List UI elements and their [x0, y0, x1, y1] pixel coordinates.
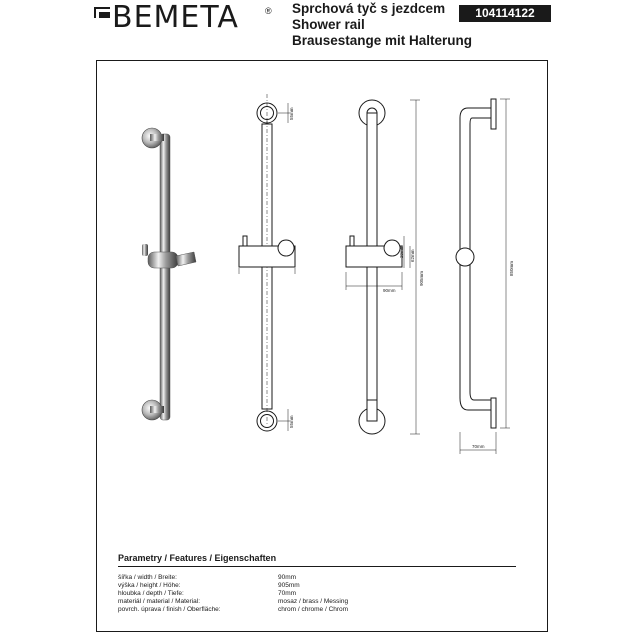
dim-label-90: 90mm — [383, 288, 396, 293]
param-value-finish: chrom / chrome / Chrom — [278, 606, 349, 613]
param-value-depth: 70mm — [278, 590, 297, 597]
param-label-finish: povrch. úprava / finish / Oberfläche: — [118, 606, 221, 613]
dim-label-55-top: 55mm — [289, 107, 294, 120]
param-label-material: materiál / material / Material: — [118, 598, 200, 605]
dim-label-70: 70mm — [472, 444, 485, 449]
product-photo — [142, 128, 196, 420]
param-value-width: 90mm — [278, 574, 297, 581]
param-value-material: mosaz / brass / Messing — [278, 598, 349, 605]
front-view-plain — [346, 100, 420, 434]
title-czech: Sprchová tyč s jezdcem — [292, 1, 446, 16]
dim-label-850: 850mm — [509, 260, 514, 276]
dim-label-905: 905mm — [419, 270, 424, 286]
product-code-badge: 104114122 — [459, 5, 551, 22]
parameters-divider — [118, 566, 516, 567]
parameters-heading: Parametry / Features / Eigenschaften — [118, 553, 277, 563]
param-value-height: 905mm — [278, 582, 300, 589]
brand-name: BEMETA — [112, 0, 239, 35]
dim-label-55-bottom: 55mm — [289, 415, 294, 428]
param-label-height: výška / height / Höhe: — [118, 582, 181, 589]
title-german: Brausestange mit Halterung — [292, 33, 473, 48]
param-label-depth: hloubka / depth / Tiefe: — [118, 590, 184, 597]
front-view-dimensioned — [239, 94, 295, 431]
title-english: Shower rail — [292, 17, 365, 32]
dim-label-29: 29mm — [399, 245, 404, 258]
dim-label-62: 62mm — [410, 249, 415, 262]
param-label-width: šířka / width / Breite: — [118, 574, 177, 581]
side-view — [456, 99, 510, 454]
registered-mark: ® — [265, 6, 272, 16]
